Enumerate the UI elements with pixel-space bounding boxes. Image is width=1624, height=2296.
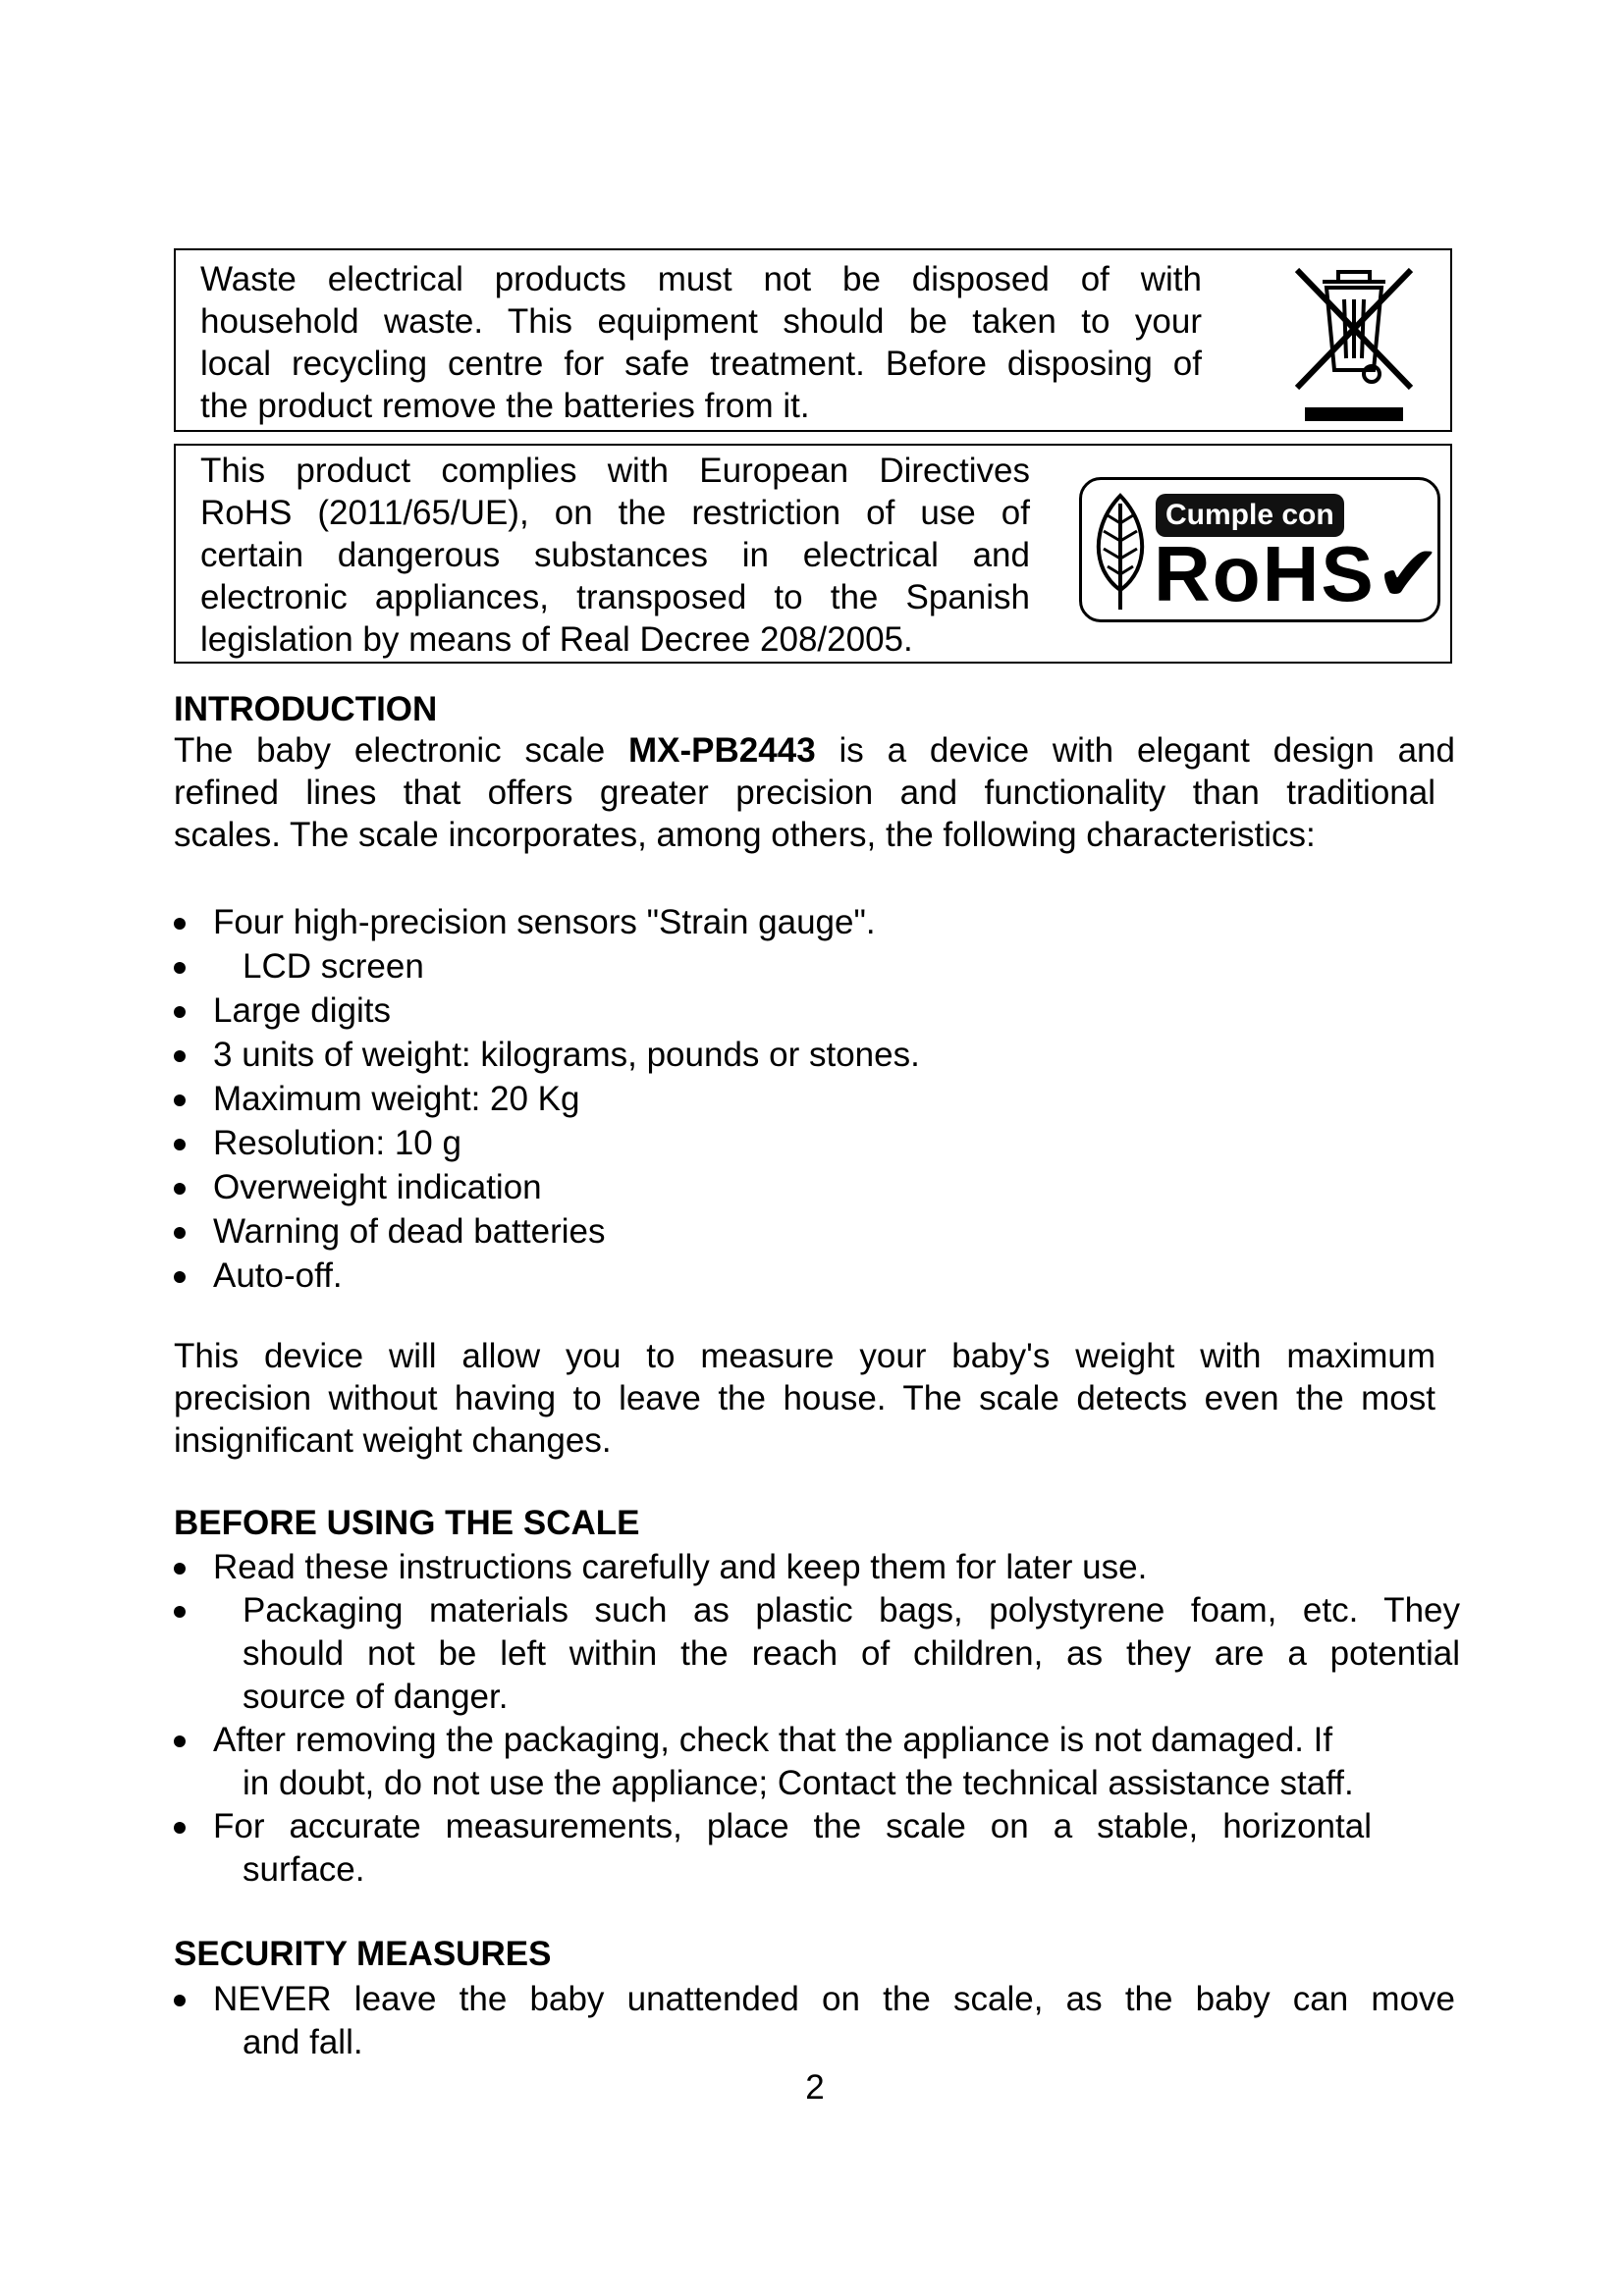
- rohs-line: This product complies with European Directives: [200, 452, 1030, 490]
- list-item: [174, 1805, 1460, 1892]
- model-name: MX-PB2443: [628, 731, 816, 770]
- list-item-text: 3 units of weight: kilograms, pounds or stones.: [213, 1036, 920, 1074]
- weee-notice-text: [200, 258, 1202, 427]
- features-list: [174, 901, 1460, 1299]
- before-using-list: [174, 1546, 1460, 1892]
- rohs-notice-text: [200, 450, 1030, 661]
- list-item: [174, 945, 1460, 989]
- intro-line-2: refined lines that offers greater precision and functionality than traditional: [174, 774, 1435, 812]
- list-item-text: Four high-precision sensors "Strain gauge".: [213, 903, 876, 941]
- rohs-line: legislation by means of Real Decree 208/2005.: [200, 620, 913, 659]
- closing-line: insignificant weight changes.: [174, 1421, 612, 1460]
- list-item: [174, 1210, 1460, 1255]
- list-item: [174, 1078, 1460, 1122]
- list-item: [174, 1978, 1460, 2064]
- intro-text: is a device with elegant design and: [815, 731, 1455, 770]
- list-item-text: surface.: [243, 1850, 365, 1889]
- list-item: [174, 901, 1460, 945]
- weee-notice-box: [174, 248, 1452, 432]
- list-item: [174, 1122, 1460, 1166]
- rohs-line: certain dangerous substances in electrical and: [200, 536, 1030, 574]
- intro-text: The baby electronic scale: [174, 731, 629, 770]
- page-number: 2: [805, 2068, 825, 2107]
- list-item-text: Packaging materials such as plastic bags, polystyrene foam, etc. They: [243, 1591, 1460, 1629]
- rohs-line: electronic appliances, transposed to the Spanish: [200, 578, 1030, 616]
- list-item-text: Large digits: [213, 991, 391, 1030]
- list-item: [174, 1719, 1460, 1805]
- rohs-line: RoHS (2011/65/UE), on the restriction of use of: [200, 494, 1030, 532]
- before-using-heading: BEFORE USING THE SCALE: [174, 1504, 640, 1542]
- list-item: [174, 1255, 1460, 1299]
- intro-line-1: [174, 729, 1455, 772]
- weee-line: Waste electrical products must not be disposed of with: [200, 260, 1202, 298]
- checkmark-icon: ✔: [1375, 530, 1443, 617]
- weee-line: household waste. This equipment should be taken to your: [200, 302, 1202, 341]
- list-item: [174, 989, 1460, 1034]
- list-item-text: should not be left within the reach of children, as they are a potential: [243, 1634, 1460, 1673]
- closing-line: precision without having to leave the house. The scale detects even the most: [174, 1379, 1435, 1417]
- weee-line: the product remove the batteries from it.: [200, 387, 810, 425]
- introduction-paragraph: [174, 729, 1455, 856]
- list-item-text: Auto-off.: [213, 1256, 343, 1295]
- closing-paragraph: [174, 1335, 1435, 1462]
- security-heading: SECURITY MEASURES: [174, 1935, 552, 1973]
- list-item-text: LCD screen: [243, 947, 424, 986]
- list-item-text: Overweight indication: [213, 1168, 542, 1206]
- list-item-text: in doubt, do not use the appliance; Contact the technical assistance staff.: [243, 1764, 1354, 1802]
- weee-line: local recycling centre for safe treatment. Before disposing of: [200, 345, 1202, 383]
- list-item-text: Read these instructions carefully and keep them for later use.: [213, 1548, 1148, 1586]
- crossed-out-wheeled-bin-icon: [1275, 260, 1433, 427]
- list-item: [174, 1546, 1460, 1589]
- list-item-text: After removing the packaging, check that the appliance is not damaged. If: [213, 1721, 1333, 1759]
- rohs-badge: Cumple con: [1156, 494, 1344, 537]
- list-item-text: Resolution: 10 g: [213, 1124, 461, 1162]
- list-item-text: NEVER leave the baby unattended on the scale, as the baby can move: [213, 1980, 1455, 2018]
- list-item-text: Warning of dead batteries: [213, 1212, 606, 1251]
- rohs-word: RoHS: [1154, 530, 1376, 617]
- list-item-text: Maximum weight: 20 Kg: [213, 1080, 580, 1118]
- list-item-text: source of danger.: [243, 1678, 509, 1716]
- list-item-text: and fall.: [243, 2023, 363, 2061]
- leaf-icon: [1090, 490, 1151, 614]
- list-item-text: For accurate measurements, place the scale on a stable, horizontal: [213, 1807, 1372, 1845]
- rohs-notice-box: [174, 444, 1452, 664]
- list-item: [174, 1589, 1460, 1719]
- closing-line: This device will allow you to measure your baby's weight with maximum: [174, 1337, 1435, 1375]
- rohs-wordmark: [1154, 531, 1443, 617]
- intro-line-3: scales. The scale incorporates, among others, the following characteristics:: [174, 816, 1316, 854]
- list-item: [174, 1166, 1460, 1210]
- list-item: [174, 1034, 1460, 1078]
- introduction-heading: INTRODUCTION: [174, 690, 438, 728]
- security-list: [174, 1978, 1460, 2064]
- rohs-logo: [1079, 477, 1443, 622]
